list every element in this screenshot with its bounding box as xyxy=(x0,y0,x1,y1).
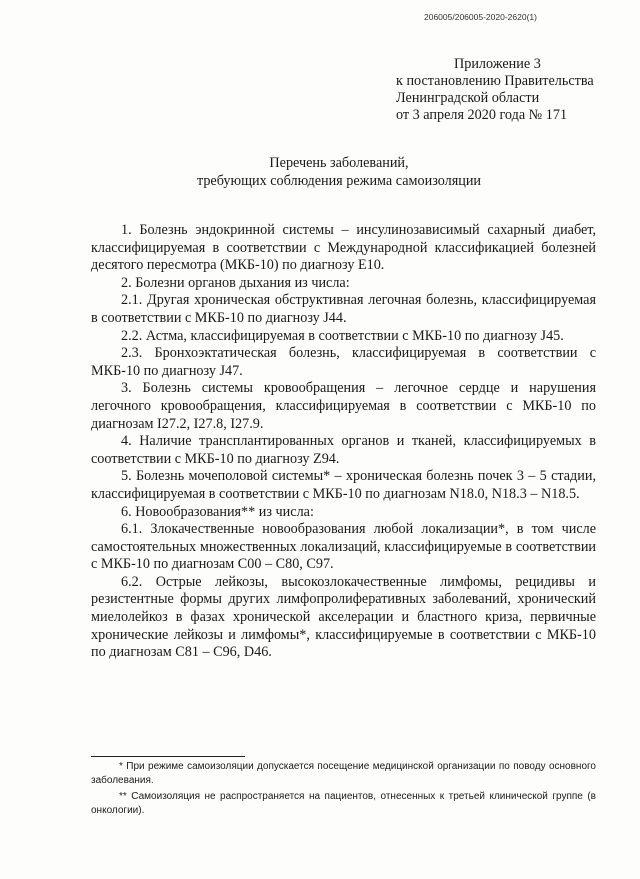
document-title xyxy=(0,154,640,190)
title-line-2: требующих соблюдения режима самоизоляции xyxy=(196,173,482,189)
appendix-line-3: Ленинградской области xyxy=(396,90,540,106)
list-item: 6.1. Злокачественные новообразования любой локализации*, в том числе самостоятельных множественных локализаций, классифицируемые в соответствии с МКБ-10 по диагнозам С00 – С80, С97. xyxy=(91,521,596,573)
appendix-line-2: к постановлению Правительства xyxy=(396,73,594,89)
list-item: 2.1. Другая хроническая обструктивная легочная болезнь, классифицируемая в соответствии с МКБ-10 по диагнозу J44. xyxy=(91,292,596,326)
disease-list xyxy=(91,222,596,662)
list-item: 2.3. Бронхоэктатическая болезнь, классифицируемая в соответствии с МКБ-10 по диагнозу J47. xyxy=(91,345,596,379)
footnote: * При режиме самоизоляции допускается посещение медицинской организации по поводу основного заболевания. xyxy=(91,761,596,786)
appendix-number: Приложение 3 xyxy=(454,56,541,72)
list-item: 6.2. Острые лейкозы, высокозлокачественные лимфомы, рецидивы и резистентные формы других лимфопролиферативных заболеваний, хронический миелолейкоз в фазах хронической акселерации и бластного криза, первичные хронические лейкозы и лимфомы*, классифицируемые в соответствии с МКБ-10 по диагнозам С81 – С96, D46. xyxy=(91,573,596,661)
footnotes xyxy=(91,760,596,820)
list-item: 4. Наличие трансплантированных органов и тканей, классифицируемых в соответствии с МКБ-10 по диагнозу Z94. xyxy=(91,433,596,467)
list-item: 1. Болезнь эндокринной системы – инсулинозависимый сахарный диабет, классифицируемая в соответствии с Международной классификацией болезней десятого пересмотра (МКБ-10) по диагнозу Е10. xyxy=(91,222,596,274)
footnote-divider xyxy=(91,756,245,757)
list-item: 2.2. Астма, классифицируемая в соответствии с МКБ-10 по диагнозу J45. xyxy=(121,327,564,344)
list-item: 3. Болезнь системы кровообращения – легочное сердце и нарушения легочного кровообращения, классифицируемая в соответствии с МКБ-10 по диагнозам I27.2, I27.8, I27.9. xyxy=(91,380,596,432)
list-item: 5. Болезнь мочеполовой системы* – хроническая болезнь почек 3 – 5 стадии, классифицируемая в соответствии с МКБ-10 по диагнозам N18.0, N18.3 – N18.5. xyxy=(91,468,596,502)
title-line-1: Перечень заболеваний, xyxy=(269,155,409,171)
list-item: 2. Болезни органов дыхания из числа: xyxy=(121,274,350,291)
appendix-header xyxy=(396,56,594,124)
appendix-date: от 3 апреля 2020 года № 171 xyxy=(396,107,568,123)
footnote: ** Самоизоляция не распространяется на пациентов, отнесенных к третьей клинической группе (в онкологии). xyxy=(91,791,596,816)
document-code: 206005/206005-2020-2620(1) xyxy=(424,12,537,22)
list-item: 6. Новообразования** из числа: xyxy=(121,503,314,520)
